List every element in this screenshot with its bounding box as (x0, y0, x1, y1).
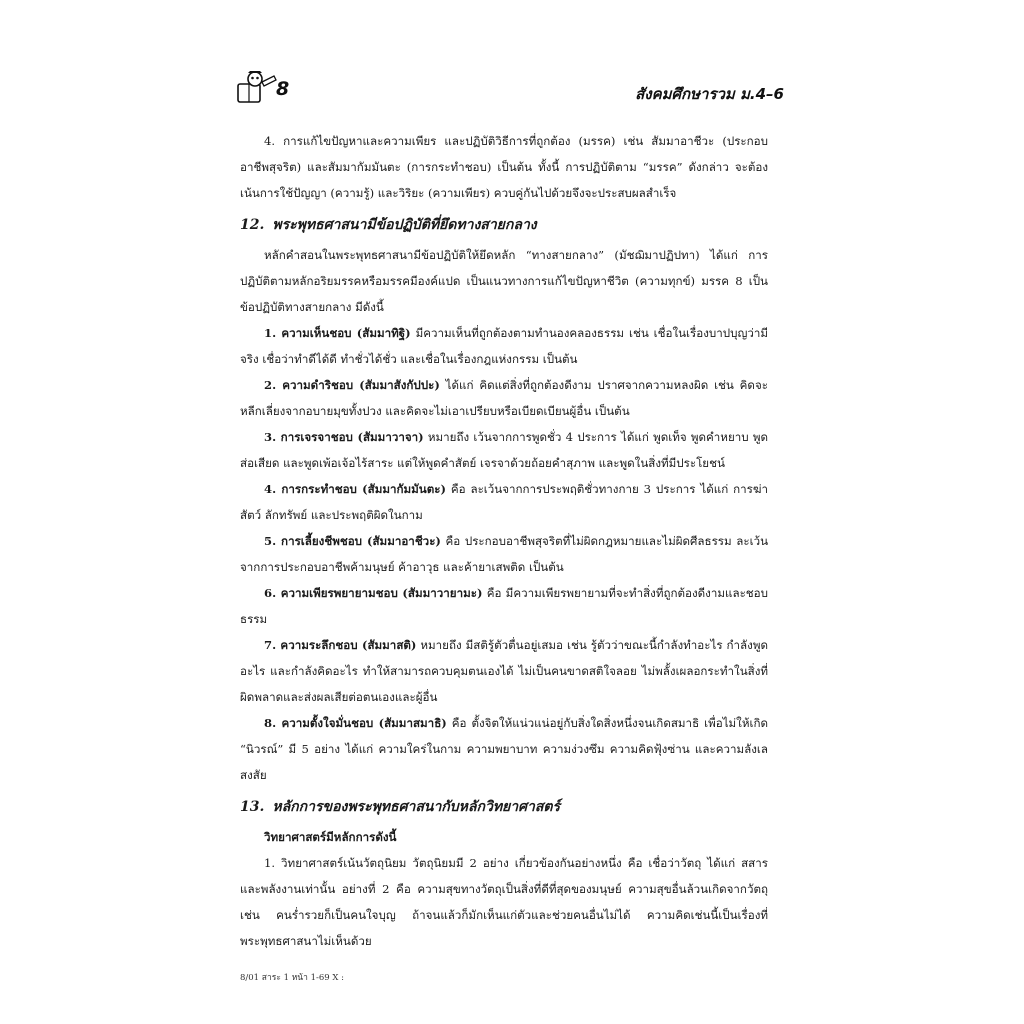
path-item (240, 632, 768, 710)
path-item-term: 5. การเลี้ยงชีพชอบ (สัมมาอาชีวะ) (264, 534, 441, 548)
section-12-heading (240, 212, 768, 238)
path-item-desc: คือ ละเว้นจากการประพฤติชั่วทางกาย 3 ประการ ได้แก่ การฆ่าสัตว์ ลักทรัพย์ และประพฤติผิดในกาม (240, 482, 768, 522)
path-item (240, 320, 768, 372)
page-header (236, 70, 784, 106)
page-body (240, 128, 768, 954)
path-item (240, 710, 768, 788)
path-item-desc: คือ ตั้งจิตให้แน่วแน่อยู่กับสิ่งใดสิ่งหนึ่งจนเกิดสมาธิ เพื่อไม่ให้เกิด “นิวรณ์” มี 5 อย่าง ได้แก่ ความใคร่ในกาม ความพยาบาท ความง่วงซึม ความคิดฟุ้งซ่าน และความลังเลสงสัย (240, 716, 768, 782)
path-item-term: 7. ความระลึกชอบ (สัมมาสติ) (264, 638, 417, 652)
section-13-number: 13. (240, 799, 265, 815)
section-13-subheading: วิทยาศาสตร์มีหลักการดังนี้ (264, 830, 397, 844)
section-12-title: พระพุทธศาสนามีข้อปฏิบัติที่ยึดทางสายกลาง (272, 217, 537, 233)
path-item (240, 528, 768, 580)
path-item-term: 4. การกระทำชอบ (สัมมากัมมันตะ) (264, 482, 446, 496)
path-item-desc: ได้แก่ คิดแต่สิ่งที่ถูกต้องดีงาม ปราศจากความหลงผิด เช่น คิดจะหลีกเลี่ยงจากอบายมุขทั้งปวง และคิดจะไม่เอาเปรียบหรือเบียดเบียนผู้อื่น เป็นต้น (240, 378, 768, 418)
section-13-heading (240, 794, 768, 820)
path-item (240, 580, 768, 632)
path-item-term: 1. ความเห็นชอบ (สัมมาทิฐิ) (264, 326, 411, 340)
print-footer: 8/01 สาระ 1 หน้า 1-69 X : (240, 973, 344, 983)
path-item-desc: หมายถึง มีสติรู้ตัวตื่นอยู่เสมอ เช่น รู้ตัวว่าขณะนี้กำลังทำอะไร กำลังพูดอะไร และกำลังคิดอะไร ทำให้สามารถควบคุมตนเองได้ ไม่เป็นคนขาดสติใจลอย ไม่พลั้งเผลอกระทำในสิ่งที่ผิดพลาดและส่งผลเสียต่อตนเองและผู้อื่น (240, 638, 768, 704)
intro-item-4: 4. การแก้ไขปัญหาและความเพียร และปฏิบัติวิธีการที่ถูกต้อง (มรรค) เช่น สัมมาอาชีวะ (ประกอบอาชีพสุจริต) และสัมมากัมมันตะ (การกระทำชอบ) เป็นต้น ทั้งนี้ การปฏิบัติตาม “มรรค” ดังกล่าว จะต้องเน้นการใช้ปัญญา (ความรู้) และวิริยะ (ความเพียร) ควบคู่กันไปด้วยจึงจะประสบผลสำเร็จ (240, 134, 768, 200)
book-title: สังคมศึกษารวม ม.4–6 (635, 85, 784, 103)
path-item (240, 424, 768, 476)
reading-character-logo-icon (236, 70, 278, 104)
path-item-term: 2. ความดำริชอบ (สัมมาสังกัปปะ) (264, 378, 440, 392)
path-item-desc: หมายถึง เว้นจากการพูดชั่ว 4 ประการ ได้แก่ พูดเท็จ พูดคำหยาบ พูดส่อเสียด และพูดเพ้อเจ้อไร้สาระ แต่ให้พูดคำสัตย์ เจรจาด้วยถ้อยคำสุภาพ และพูดในสิ่งที่มีประโยชน์ (240, 430, 768, 470)
path-item-desc: มีความเห็นที่ถูกต้องตามทำนองคลองธรรม เช่น เชื่อในเรื่องบาปบุญว่ามีจริง เชื่อว่าทำดีได้ดี ทำชั่วได้ชั่ว และเชื่อในเรื่องกฎแห่งกรรม เป็นต้น (240, 326, 769, 366)
path-item-term: 3. การเจรจาชอบ (สัมมาวาจา) (264, 430, 424, 444)
path-item (240, 372, 768, 424)
page-number: 8 (276, 78, 290, 100)
section-13-title: หลักการของพระพุทธศาสนากับหลักวิทยาศาสตร์ (272, 799, 561, 815)
path-item-desc: คือ ประกอบอาชีพสุจริตที่ไม่ผิดกฎหมายและไม่ผิดศีลธรรม ละเว้นจากการประกอบอาชีพค้ามนุษย์ ค้าอาวุธ และค้ายาเสพติด เป็นต้น (240, 534, 769, 574)
path-item-desc: คือ มีความเพียรพยายามที่จะทำสิ่งที่ถูกต้องดีงามและชอบธรรม (240, 586, 768, 626)
section-12-number: 12. (240, 217, 265, 233)
section-13-item-1: 1. วิทยาศาสตร์เน้นวัตถุนิยม วัตถุนิยมมี 2 อย่าง เกี่ยวข้องกันอย่างหนึ่ง คือ เชื่อว่าวัตถุ ได้แก่ สสาร และพลังงานเท่านั้น อย่างที่ 2 คือ ความสุขทางวัตถุเป็นสิ่งที่ดีที่สุดของมนุษย์ ความสุขอื่นล้วนเกิดจากวัตถุ เช่น คนร่ำรวยก็เป็นคนใจบุญ ถ้าจนแล้วก็มักเห็นแก่ตัวและช่วยคนอื่นไม่ได้ ความคิดเช่นนี้เป็นเรื่องที่พระพุทธศาสนาไม่เห็นด้วย (240, 856, 768, 948)
path-item-term: 8. ความตั้งใจมั่นชอบ (สัมมาสมาธิ) (264, 716, 447, 730)
path-item-term: 6. ความเพียรพยายามชอบ (สัมมาวายามะ) (264, 586, 483, 600)
path-item (240, 476, 768, 528)
section-12-intro: หลักคำสอนในพระพุทธศาสนามีข้อปฏิบัติให้ยึดหลัก “ทางสายกลาง” (มัชฌิมาปฏิปทา) ได้แก่ การปฏิบัติตามหลักอริยมรรคหรือมรรคมีองค์แปด เป็นแนวทางการแก้ไขปัญหาชีวิต (ความทุกข์) มรรค 8 เป็นข้อปฏิบัติทางสายกลาง มีดังนี้ (240, 248, 768, 314)
